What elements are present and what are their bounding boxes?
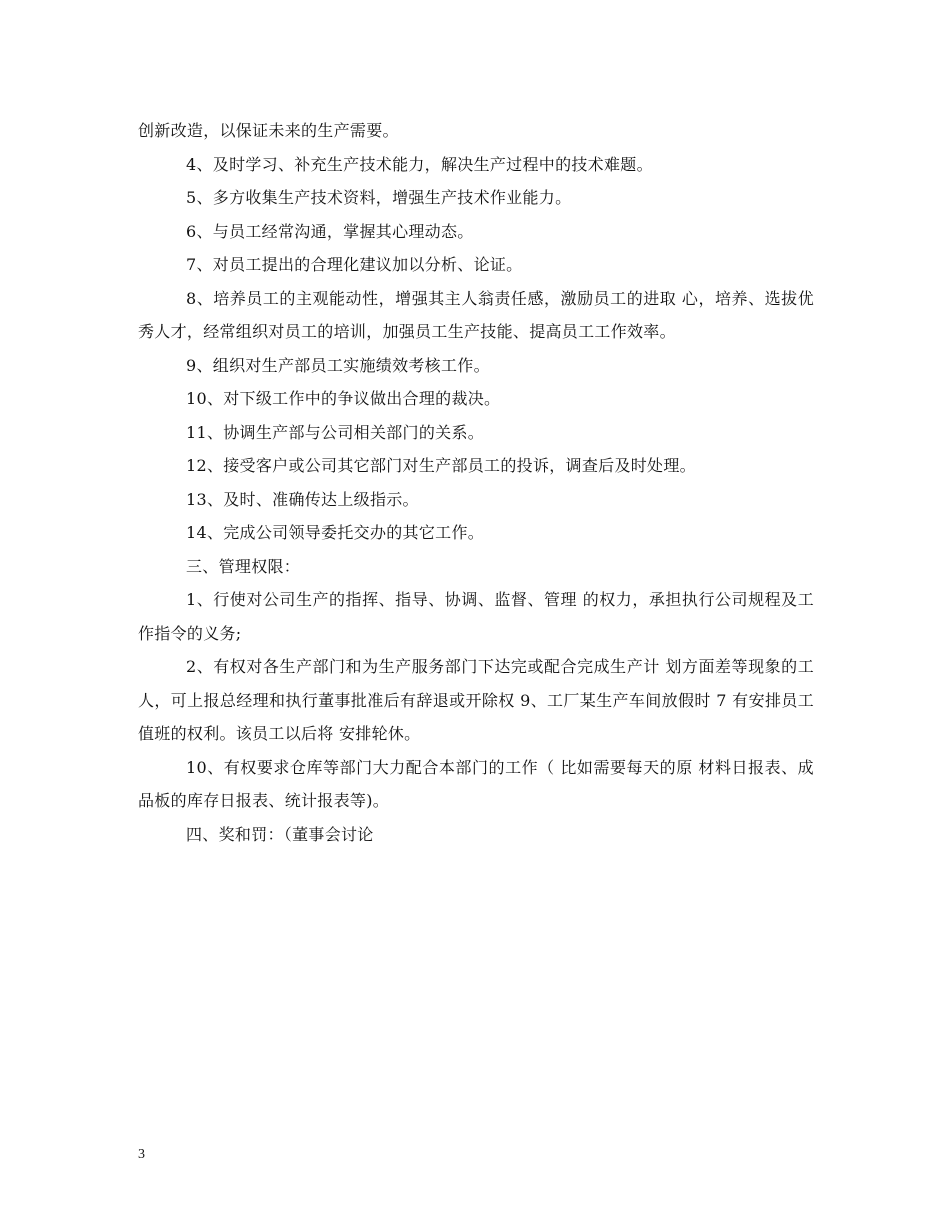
paragraph-item-9: 9、组织对生产部员工实施绩效考核工作。 xyxy=(186,355,490,375)
authority-item-10: 10、有权要求仓库等部门大力配合本部门的工作（ 比如需要每天的原 材料日报表、成品板的库存日报表、统计报表等)。 xyxy=(138,757,814,810)
authority-item-2: 2、有权对各生产部门和为生产服务部门下达完或配合完成生产计 划方面差等现象的工人，可上报总经理和执行董事批准后有辞退或开除权 9、工厂某生产车间放假时 7 有安排员工值班的权利。该员工以后将 安排轮休。 xyxy=(138,657,814,743)
paragraph-item-13: 13、及时、准确传达上级指示。 xyxy=(186,489,419,509)
paragraph-item-12: 12、接受客户或公司其它部门对生产部员工的投诉，调查后及时处理。 xyxy=(186,456,696,475)
paragraph-item-5: 5、多方收集生产技术资料，增强生产技术作业能力。 xyxy=(186,188,572,207)
paragraph-item-4: 4、及时学习、补充生产技术能力，解决生产过程中的技术难题。 xyxy=(186,154,653,174)
section-heading-management-authority: 三、管理权限： xyxy=(186,556,301,576)
authority-item-1: 1、行使对公司生产的指挥、指导、协调、监督、管理 的权力，承担执行公司规程及工作指令的义务; xyxy=(138,590,814,643)
paragraph-item-14: 14、完成公司领导委托交办的其它工作。 xyxy=(186,523,485,542)
page-number: 3 xyxy=(138,1147,145,1162)
paragraph-item-8: 8、培养员工的主观能动性，增强其主人翁责任感，激励员工的进取 心，培养、选拔优秀人才，经常组织对员工的培训，加强员工生产技能、提高员工工作效率。 xyxy=(138,288,814,341)
paragraph-continuation: 创新改造，以保证未来的生产需要。 xyxy=(138,121,399,140)
paragraph-item-10: 10、对下级工作中的争议做出合理的裁决。 xyxy=(186,389,501,408)
document-body xyxy=(138,114,814,851)
paragraph-item-11: 11、协调生产部与公司相关部门的关系。 xyxy=(186,422,485,442)
section-heading-rewards-penalties: 四、奖和罚：（董事会讨论 xyxy=(186,824,374,844)
paragraph-item-6: 6、与员工经常沟通，掌握其心理动态。 xyxy=(186,221,474,241)
paragraph-item-7: 7、对员工提出的合理化建议加以分析、论证。 xyxy=(186,255,523,274)
